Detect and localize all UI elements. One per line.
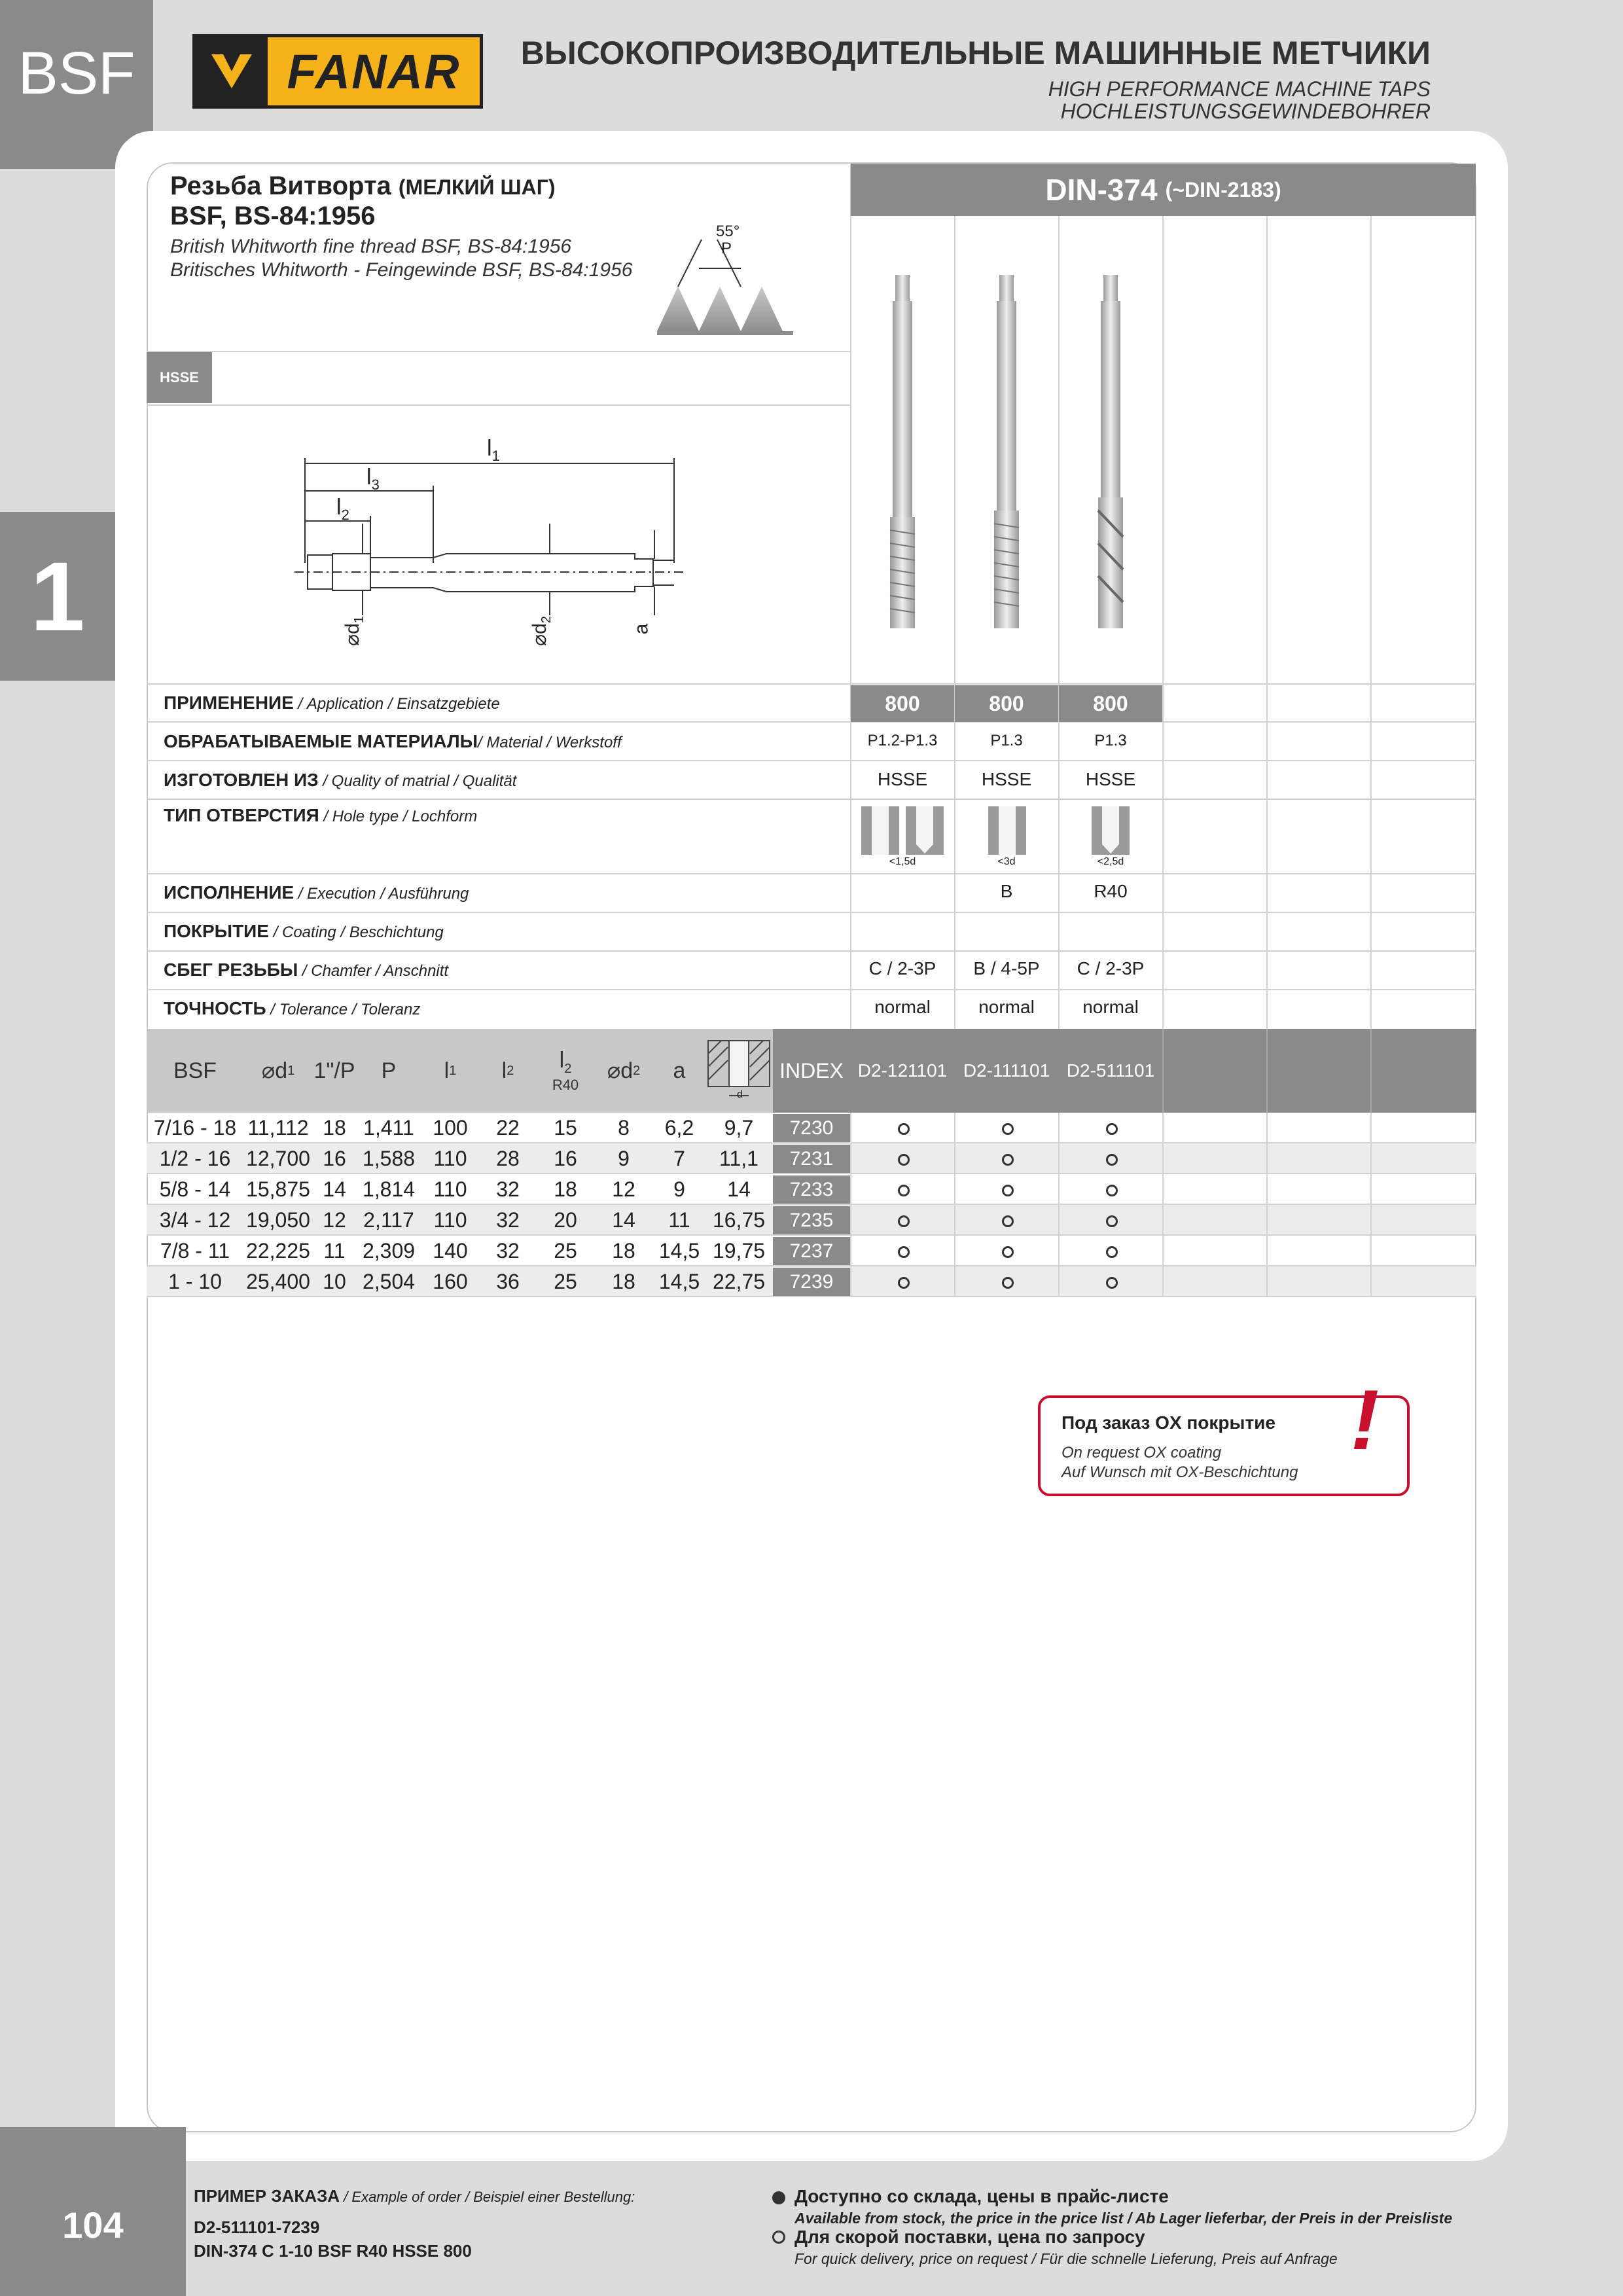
grid-line bbox=[147, 950, 1476, 952]
col-bsf: BSF bbox=[173, 1058, 217, 1083]
grid-line bbox=[954, 1143, 955, 1174]
page-subtitle-en: HIGH PERFORMANCE MACHINE TAPS bbox=[1048, 77, 1431, 101]
speed-badge: 800 bbox=[955, 685, 1058, 722]
grid-line bbox=[1266, 1029, 1268, 1113]
grid-line bbox=[1162, 1236, 1164, 1266]
prop-execution: ИСПОЛНЕНИЕ / Execution / Ausführung bbox=[164, 882, 469, 903]
cell-d1: 19,050 bbox=[246, 1208, 310, 1232]
grid-line bbox=[147, 989, 1476, 990]
grid-line bbox=[1058, 1205, 1060, 1236]
table-row bbox=[147, 1236, 1476, 1266]
grid-line bbox=[1058, 216, 1060, 1029]
cell-l2: 32 bbox=[496, 1177, 520, 1201]
grid-line bbox=[850, 164, 851, 1029]
availability-on-request-icon bbox=[1002, 1123, 1014, 1135]
availability-on-request-icon bbox=[1002, 1185, 1014, 1196]
din-header: DIN-374 (~DIN-2183) bbox=[851, 164, 1476, 216]
speed-badge: 800 bbox=[851, 685, 954, 722]
tool-execution: R40 bbox=[1094, 881, 1128, 901]
cell-l2: 32 bbox=[496, 1208, 520, 1232]
cell-a: 9 bbox=[673, 1177, 685, 1201]
availability-on-request-icon bbox=[1002, 1154, 1014, 1166]
grid-line bbox=[1162, 1174, 1164, 1205]
cell-l1: 110 bbox=[433, 1147, 467, 1170]
grid-line bbox=[1266, 1236, 1268, 1266]
grid-line bbox=[1266, 1174, 1268, 1205]
cell-l2r: 20 bbox=[554, 1208, 577, 1232]
quick-legend-sub: For quick delivery, price on request / Für die schnelle Lieferung, Preis auf Anfrage bbox=[794, 2250, 1338, 2267]
grid-line bbox=[1162, 216, 1164, 1029]
quick-legend-title: Для скорой поставки, цена по запросу bbox=[794, 2227, 1145, 2247]
hole-depth-label: <3d bbox=[997, 856, 1016, 867]
availability-on-request-icon bbox=[898, 1215, 910, 1227]
thread-subtitle-en: British Whitworth fine thread BSF, BS-84:1956 bbox=[170, 236, 572, 257]
col-tool-code: D2-511101 bbox=[1066, 1060, 1155, 1081]
availability-on-request-icon bbox=[1002, 1277, 1014, 1289]
col-a: a bbox=[673, 1058, 686, 1083]
cell-a: 14,5 bbox=[658, 1239, 700, 1263]
cell-d1: 12,700 bbox=[246, 1147, 310, 1170]
grid-line bbox=[850, 1174, 851, 1205]
order-example-spec: DIN-374 C 1-10 BSF R40 HSSE 800 bbox=[194, 2241, 472, 2261]
through-hole-icon bbox=[987, 805, 1027, 856]
cell-p: 2,117 bbox=[363, 1208, 414, 1232]
grid-line bbox=[1162, 1029, 1164, 1113]
cell-d1: 11,112 bbox=[247, 1116, 309, 1139]
grid-line bbox=[1370, 1113, 1372, 1143]
grid-line bbox=[147, 873, 1476, 874]
cell-p: 2,309 bbox=[362, 1239, 416, 1263]
cell-p: 1,411 bbox=[363, 1116, 414, 1139]
col-l1: l 1 bbox=[444, 1058, 457, 1083]
grid-line bbox=[850, 1113, 851, 1143]
prop-tolerance: ТОЧНОСТЬ / Tolerance / Toleranz bbox=[164, 998, 421, 1018]
page-number-tab bbox=[0, 2127, 186, 2296]
order-example-title: ПРИМЕР ЗАКАЗА / Example of order / Beispiel einer Bestellung: bbox=[194, 2186, 635, 2206]
availability-on-request-icon bbox=[898, 1123, 910, 1135]
availability-on-request-icon bbox=[1106, 1277, 1118, 1289]
cell-tpi: 16 bbox=[323, 1147, 346, 1170]
dim-a-label: a bbox=[630, 623, 652, 635]
material-badge: HSSE bbox=[147, 352, 212, 403]
grid-line bbox=[850, 1236, 851, 1266]
grid-line bbox=[1058, 1143, 1060, 1174]
grid-line bbox=[147, 760, 1476, 761]
grid-line bbox=[1370, 1236, 1372, 1266]
cell-bsf: 5/8 - 14 bbox=[159, 1177, 231, 1201]
grid-line bbox=[850, 1205, 851, 1236]
col-d1: ⌀d 1 bbox=[261, 1058, 295, 1083]
grid-line bbox=[1162, 1205, 1164, 1236]
tool-material: P1.2-P1.3 bbox=[867, 732, 938, 749]
cell-drill: 22,75 bbox=[712, 1270, 766, 1293]
cell-d2: 12 bbox=[612, 1177, 635, 1201]
cell-drill: 11,1 bbox=[719, 1147, 758, 1170]
grid-line bbox=[954, 1266, 955, 1297]
cell-bsf: 7/16 - 18 bbox=[153, 1116, 237, 1139]
tool-chamfer: B / 4-5P bbox=[973, 958, 1040, 978]
col-index: INDEX bbox=[779, 1058, 844, 1083]
coating-note-en: On request OX coating bbox=[1061, 1444, 1222, 1462]
cell-bsf: 7/8 - 11 bbox=[160, 1239, 230, 1263]
tool-quality: HSSE bbox=[981, 769, 1032, 789]
cell-drill: 14 bbox=[727, 1177, 751, 1201]
grid-line bbox=[1266, 1266, 1268, 1297]
hole-depth-label: <2,5d bbox=[1097, 856, 1124, 867]
cell-l2r: 25 bbox=[554, 1239, 577, 1263]
col-l2: l 2 bbox=[501, 1058, 514, 1083]
cell-a: 6,2 bbox=[664, 1116, 694, 1139]
cell-l2r: 25 bbox=[554, 1270, 577, 1293]
cell-l2: 28 bbox=[496, 1147, 520, 1170]
section-label: BSF bbox=[18, 40, 135, 107]
grid-line bbox=[1370, 1029, 1372, 1113]
cell-l1: 160 bbox=[433, 1270, 468, 1293]
tap-image-1 bbox=[883, 275, 923, 628]
grid-line bbox=[1266, 1205, 1268, 1236]
cell-index: 7235 bbox=[773, 1206, 850, 1234]
chapter-number: 1 bbox=[30, 541, 85, 651]
availability-on-request-icon bbox=[898, 1154, 910, 1166]
tool-chamfer: C / 2-3P bbox=[868, 958, 936, 978]
grid-line bbox=[1370, 1174, 1372, 1205]
tool-tolerance: normal bbox=[1082, 997, 1139, 1017]
availability-on-request-icon bbox=[1106, 1123, 1118, 1135]
brand-logo bbox=[192, 34, 483, 109]
col-tpi: 1"/P bbox=[313, 1058, 355, 1083]
cell-d1: 22,225 bbox=[246, 1239, 310, 1263]
col-l2-r40: $l_2$ R40 bbox=[552, 1048, 579, 1093]
thread-subtitle-de: Britisches Whitworth - Feingewinde BSF, BS-84:1956 bbox=[170, 259, 633, 281]
prop-coating: ПОКРЫТИЕ / Coating / Beschichtung bbox=[164, 921, 444, 941]
cell-l2: 36 bbox=[496, 1270, 520, 1293]
cell-drill: 19,75 bbox=[712, 1239, 766, 1263]
coating-note-title: Под заказ OX покрытие bbox=[1061, 1412, 1275, 1433]
grid-line bbox=[1266, 1113, 1268, 1143]
cell-l1: 140 bbox=[433, 1239, 468, 1263]
page-title: ВЫСОКОПРОИЗВОДИТЕЛЬНЫЕ МАШИННЫЕ МЕТЧИКИ bbox=[520, 35, 1431, 71]
prop-quality: ИЗГОТОВЛЕН ИЗ / Quality of matrial / Qualität bbox=[164, 770, 517, 790]
grid-line bbox=[954, 216, 955, 1029]
cell-a: 7 bbox=[673, 1147, 685, 1170]
availability-on-request-icon bbox=[1106, 1246, 1118, 1258]
col-pitch: P bbox=[381, 1058, 397, 1083]
drill-size-label: d bbox=[737, 1089, 743, 1100]
cell-index: 7230 bbox=[773, 1114, 850, 1142]
availability-on-request-icon bbox=[1106, 1154, 1118, 1166]
cell-d2: 18 bbox=[612, 1270, 635, 1293]
cell-bsf: 1 - 10 bbox=[168, 1270, 222, 1293]
col-d2: ⌀d 2 bbox=[607, 1058, 641, 1083]
dim-l2-label: $l_2$ bbox=[336, 495, 349, 523]
grid-line bbox=[1370, 216, 1372, 1029]
cell-l2: 32 bbox=[496, 1239, 520, 1263]
grid-line bbox=[147, 912, 1476, 913]
cell-d1: 25,400 bbox=[246, 1270, 310, 1293]
logo-v-icon bbox=[196, 37, 268, 105]
cell-l2r: 15 bbox=[554, 1116, 577, 1139]
availability-on-request-icon bbox=[1106, 1185, 1118, 1196]
cell-tpi: 14 bbox=[323, 1177, 346, 1201]
grid-line bbox=[1370, 1205, 1372, 1236]
grid-line bbox=[147, 1296, 1476, 1297]
availability-on-request-icon bbox=[1106, 1215, 1118, 1227]
grid-line bbox=[850, 1143, 851, 1174]
stock-filled-dot-icon bbox=[772, 2191, 785, 2204]
cell-l1: 100 bbox=[433, 1116, 468, 1139]
chapter-tab bbox=[0, 512, 115, 681]
dim-d1-label: $⌀d_1$ bbox=[341, 616, 366, 646]
grid-line bbox=[1162, 1113, 1164, 1143]
prop-material: ОБРАБАТЫВАЕМЫЕ МАТЕРИАЛЫ/ Material / Werkstoff bbox=[164, 731, 622, 751]
table-row bbox=[147, 1174, 1476, 1205]
order-empty-dot-icon bbox=[772, 2231, 785, 2244]
cell-p: 1,814 bbox=[362, 1177, 416, 1201]
speed-badge: 800 bbox=[1059, 685, 1162, 722]
grid-line bbox=[954, 1113, 955, 1143]
grid-line bbox=[1162, 1143, 1164, 1174]
col-tool-code: D2-111101 bbox=[963, 1060, 1050, 1081]
grid-line bbox=[954, 1174, 955, 1205]
stock-legend-sub: Available from stock, the price in the price list / Ab Lager lieferbar, der Preis in der Preisliste bbox=[794, 2210, 1453, 2227]
table-row bbox=[147, 1266, 1476, 1297]
thread-pitch-label: P bbox=[721, 240, 732, 257]
grid-line bbox=[1370, 1143, 1372, 1174]
table-row bbox=[147, 1143, 1476, 1174]
availability-on-request-icon bbox=[898, 1246, 910, 1258]
grid-line bbox=[1162, 1266, 1164, 1297]
tool-quality: HSSE bbox=[877, 769, 928, 789]
tool-tolerance: normal bbox=[874, 997, 931, 1017]
prop-application: ПРИМЕНЕНИЕ / Application / Einsatzgebiete bbox=[164, 692, 500, 713]
prop-chamfer: СБЕГ РЕЗЬБЫ / Chamfer / Anschnitt bbox=[164, 960, 449, 980]
dim-l3-label: $l_3$ bbox=[366, 465, 380, 493]
cell-d2: 14 bbox=[612, 1208, 635, 1232]
grid-line bbox=[147, 721, 1476, 723]
logo-wordmark: FANAR bbox=[287, 44, 461, 99]
grid-line bbox=[147, 683, 1476, 685]
stock-legend-title: Доступно со склада, цены в прайс-листе bbox=[794, 2186, 1169, 2206]
dim-l1-label: $l_1$ bbox=[487, 436, 500, 464]
cell-l2: 22 bbox=[496, 1116, 520, 1139]
cell-bsf: 1/2 - 16 bbox=[159, 1147, 231, 1170]
grid-line bbox=[1058, 1236, 1060, 1266]
cell-tpi: 11 bbox=[323, 1239, 346, 1263]
grid-line bbox=[1058, 1266, 1060, 1297]
tap-image-2 bbox=[988, 275, 1027, 628]
grid-line bbox=[1266, 1143, 1268, 1174]
cell-d2: 18 bbox=[612, 1239, 635, 1263]
grid-line bbox=[147, 798, 1476, 800]
availability-on-request-icon bbox=[898, 1277, 910, 1289]
cell-d2: 9 bbox=[618, 1147, 630, 1170]
cell-a: 14,5 bbox=[658, 1270, 700, 1293]
thread-standard: BSF, BS-84:1956 bbox=[170, 202, 376, 230]
hole-depth-label: <1,5d bbox=[889, 856, 916, 867]
cell-drill: 9,7 bbox=[724, 1116, 754, 1139]
cell-a: 11 bbox=[668, 1208, 690, 1232]
thread-angle-label: 55° bbox=[716, 223, 740, 240]
tool-material: P1.3 bbox=[1094, 732, 1127, 749]
grid-line bbox=[1266, 216, 1268, 1029]
grid-line bbox=[147, 404, 851, 406]
availability-on-request-icon bbox=[1002, 1246, 1014, 1258]
order-example-code: D2-511101-7239 bbox=[194, 2217, 320, 2237]
prop-hole-type: ТИП ОТВЕРСТИЯ / Hole type / Lochform bbox=[164, 805, 478, 825]
table-row bbox=[147, 1205, 1476, 1236]
col-tool-code: D2-121101 bbox=[857, 1060, 948, 1081]
cell-drill: 16,75 bbox=[712, 1208, 766, 1232]
dim-d2-label: $⌀d_2$ bbox=[528, 616, 554, 646]
thread-title: Резьба Витворта (МЕЛКИЙ ШАГ) bbox=[170, 171, 556, 200]
tool-execution: B bbox=[1000, 881, 1013, 901]
cell-l1: 110 bbox=[433, 1208, 467, 1232]
tool-material: P1.3 bbox=[990, 732, 1023, 749]
cell-tpi: 12 bbox=[323, 1208, 346, 1232]
cell-index: 7239 bbox=[773, 1268, 850, 1296]
exclamation-icon: ! bbox=[1351, 1372, 1380, 1467]
page-number: 104 bbox=[62, 2204, 124, 2246]
availability-on-request-icon bbox=[1002, 1215, 1014, 1227]
grid-line bbox=[850, 1266, 851, 1297]
cell-tpi: 10 bbox=[323, 1270, 346, 1293]
cell-index: 7231 bbox=[773, 1145, 850, 1173]
grid-line bbox=[954, 1205, 955, 1236]
cell-l2r: 16 bbox=[554, 1147, 577, 1170]
table-row bbox=[147, 1113, 1476, 1143]
coating-note-de: Auf Wunsch mit OX-Beschichtung bbox=[1061, 1463, 1298, 1481]
cell-p: 1,588 bbox=[362, 1147, 416, 1170]
tool-quality: HSSE bbox=[1085, 769, 1136, 789]
through-hole-icon bbox=[860, 805, 945, 856]
tool-chamfer: C / 2-3P bbox=[1077, 958, 1145, 978]
cell-l1: 110 bbox=[433, 1177, 467, 1201]
cell-l2r: 18 bbox=[554, 1177, 577, 1201]
cell-p: 2,504 bbox=[362, 1270, 416, 1293]
cell-tpi: 18 bbox=[323, 1116, 346, 1139]
cell-bsf: 3/4 - 12 bbox=[159, 1208, 231, 1232]
cell-d2: 8 bbox=[618, 1116, 630, 1139]
cell-index: 7237 bbox=[773, 1237, 850, 1265]
page-subtitle-de: HOCHLEISTUNGSGEWINDEBOHRER bbox=[1060, 99, 1431, 123]
grid-line bbox=[147, 351, 851, 352]
grid-line bbox=[954, 1236, 955, 1266]
tap-image-3 bbox=[1092, 275, 1131, 628]
blind-hole-icon bbox=[1090, 805, 1131, 856]
tool-tolerance: normal bbox=[978, 997, 1035, 1017]
grid-line bbox=[1058, 1174, 1060, 1205]
cell-index: 7233 bbox=[773, 1175, 850, 1204]
grid-line bbox=[1370, 1266, 1372, 1297]
cell-d1: 15,875 bbox=[246, 1177, 310, 1201]
grid-line bbox=[1058, 1113, 1060, 1143]
availability-on-request-icon bbox=[898, 1185, 910, 1196]
